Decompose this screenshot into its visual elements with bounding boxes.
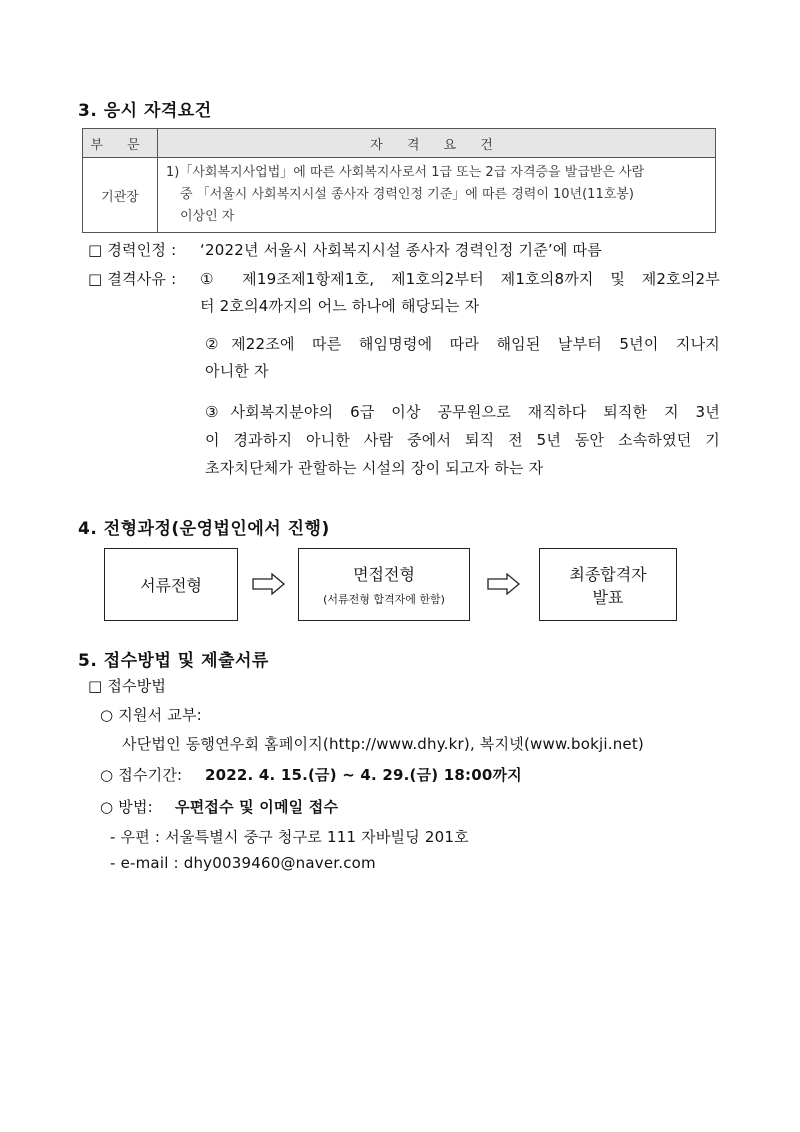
disqualification-3-line2: 이 경과하지 아니한 사람 중에서 퇴직 전 5년 동안 소속하였던 기 bbox=[205, 431, 720, 449]
disqualification-3-line3: 초자치단체가 관할하는 시설의 장이 되고자 하는 자 bbox=[205, 459, 544, 477]
disqualification-2-line1: ②제22조에 따른 해임명령에 따라 해임된 날부터 5년이 지나지 bbox=[205, 335, 720, 353]
requirement-line: 중 「서울시 사회복지시설 종사자 경력인정 기준」에 따른 경력이 10년(11호봉) bbox=[180, 187, 634, 202]
disqualification-1-line1: ① 제19조제1항제1호, 제1호의2부터 제1호의8까지 및 제2호의2부 bbox=[200, 270, 720, 288]
requirement-line: 1)「사회복지사업법」에 따른 사회복지사로서 1급 또는 2급 자격증을 발급받은 사람 bbox=[166, 165, 645, 180]
application-period-text: 2022. 4. 15.(금) ~ 4. 29.(금) 18:00까지 bbox=[205, 766, 522, 784]
application-method-heading: □ 접수방법 bbox=[88, 677, 167, 695]
method-label: ○ 방법: bbox=[100, 798, 153, 816]
form-distribution-label: ○ 지원서 교부: bbox=[100, 706, 202, 724]
step-document-screening-label: 서류전형 bbox=[140, 576, 202, 595]
section3-heading: 3. 응시 자격요건 bbox=[78, 101, 212, 121]
table-cell-requirements bbox=[158, 158, 716, 233]
step-document-screening bbox=[104, 548, 238, 621]
table-header-category: 부 문 bbox=[83, 129, 158, 158]
email-address: - e-mail : dhy0039460@naver.com bbox=[110, 854, 376, 872]
disqualification-label: □ 결격사유 : bbox=[88, 270, 177, 288]
requirements-table bbox=[82, 128, 716, 233]
step-final-announcement-line1: 최종합격자 bbox=[569, 564, 647, 584]
postal-address: - 우편 : 서울특별시 중구 청구로 111 자바빌딩 201호 bbox=[110, 828, 469, 846]
disqualification-3-line1: ③사회복지분야의 6급 이상 공무원으로 재직하다 퇴직한 지 3년 bbox=[205, 403, 720, 421]
section4-heading: 4. 전형과정(운영법인에서 진행) bbox=[78, 519, 330, 539]
arrow-right-icon bbox=[252, 573, 286, 595]
step-interview bbox=[298, 548, 470, 621]
application-period-label: ○ 접수기간: bbox=[100, 766, 183, 784]
step-final-announcement bbox=[539, 548, 677, 621]
form-distribution-text: 사단법인 동행연우회 홈페이지(http://www.dhy.kr), 복지넷(www.bokji.net) bbox=[122, 735, 644, 753]
table-cell-category: 기관장 bbox=[83, 158, 158, 233]
method-text: 우편접수 및 이메일 접수 bbox=[175, 798, 339, 816]
disqualification-2-line2: 아니한 자 bbox=[205, 362, 269, 380]
step-final-announcement-line2: 발표 bbox=[592, 587, 624, 607]
arrow-right-icon bbox=[487, 573, 521, 595]
table-header-requirements: 자 격 요 건 bbox=[158, 129, 716, 158]
step-interview-label: 면접전형 bbox=[353, 565, 415, 584]
requirement-line: 이상인 자 bbox=[180, 209, 235, 224]
section5-heading: 5. 접수방법 및 제출서류 bbox=[78, 651, 269, 671]
career-label: □ 경력인정 : bbox=[88, 241, 177, 259]
step-interview-note: (서류전형 합격자에 한함) bbox=[323, 593, 445, 606]
disqualification-1-line2: 터 2호의4까지의 어느 하나에 해당되는 자 bbox=[200, 297, 480, 315]
career-text: ‘2022년 서울시 사회복지시설 종사자 경력인정 기준’에 따름 bbox=[200, 241, 602, 259]
